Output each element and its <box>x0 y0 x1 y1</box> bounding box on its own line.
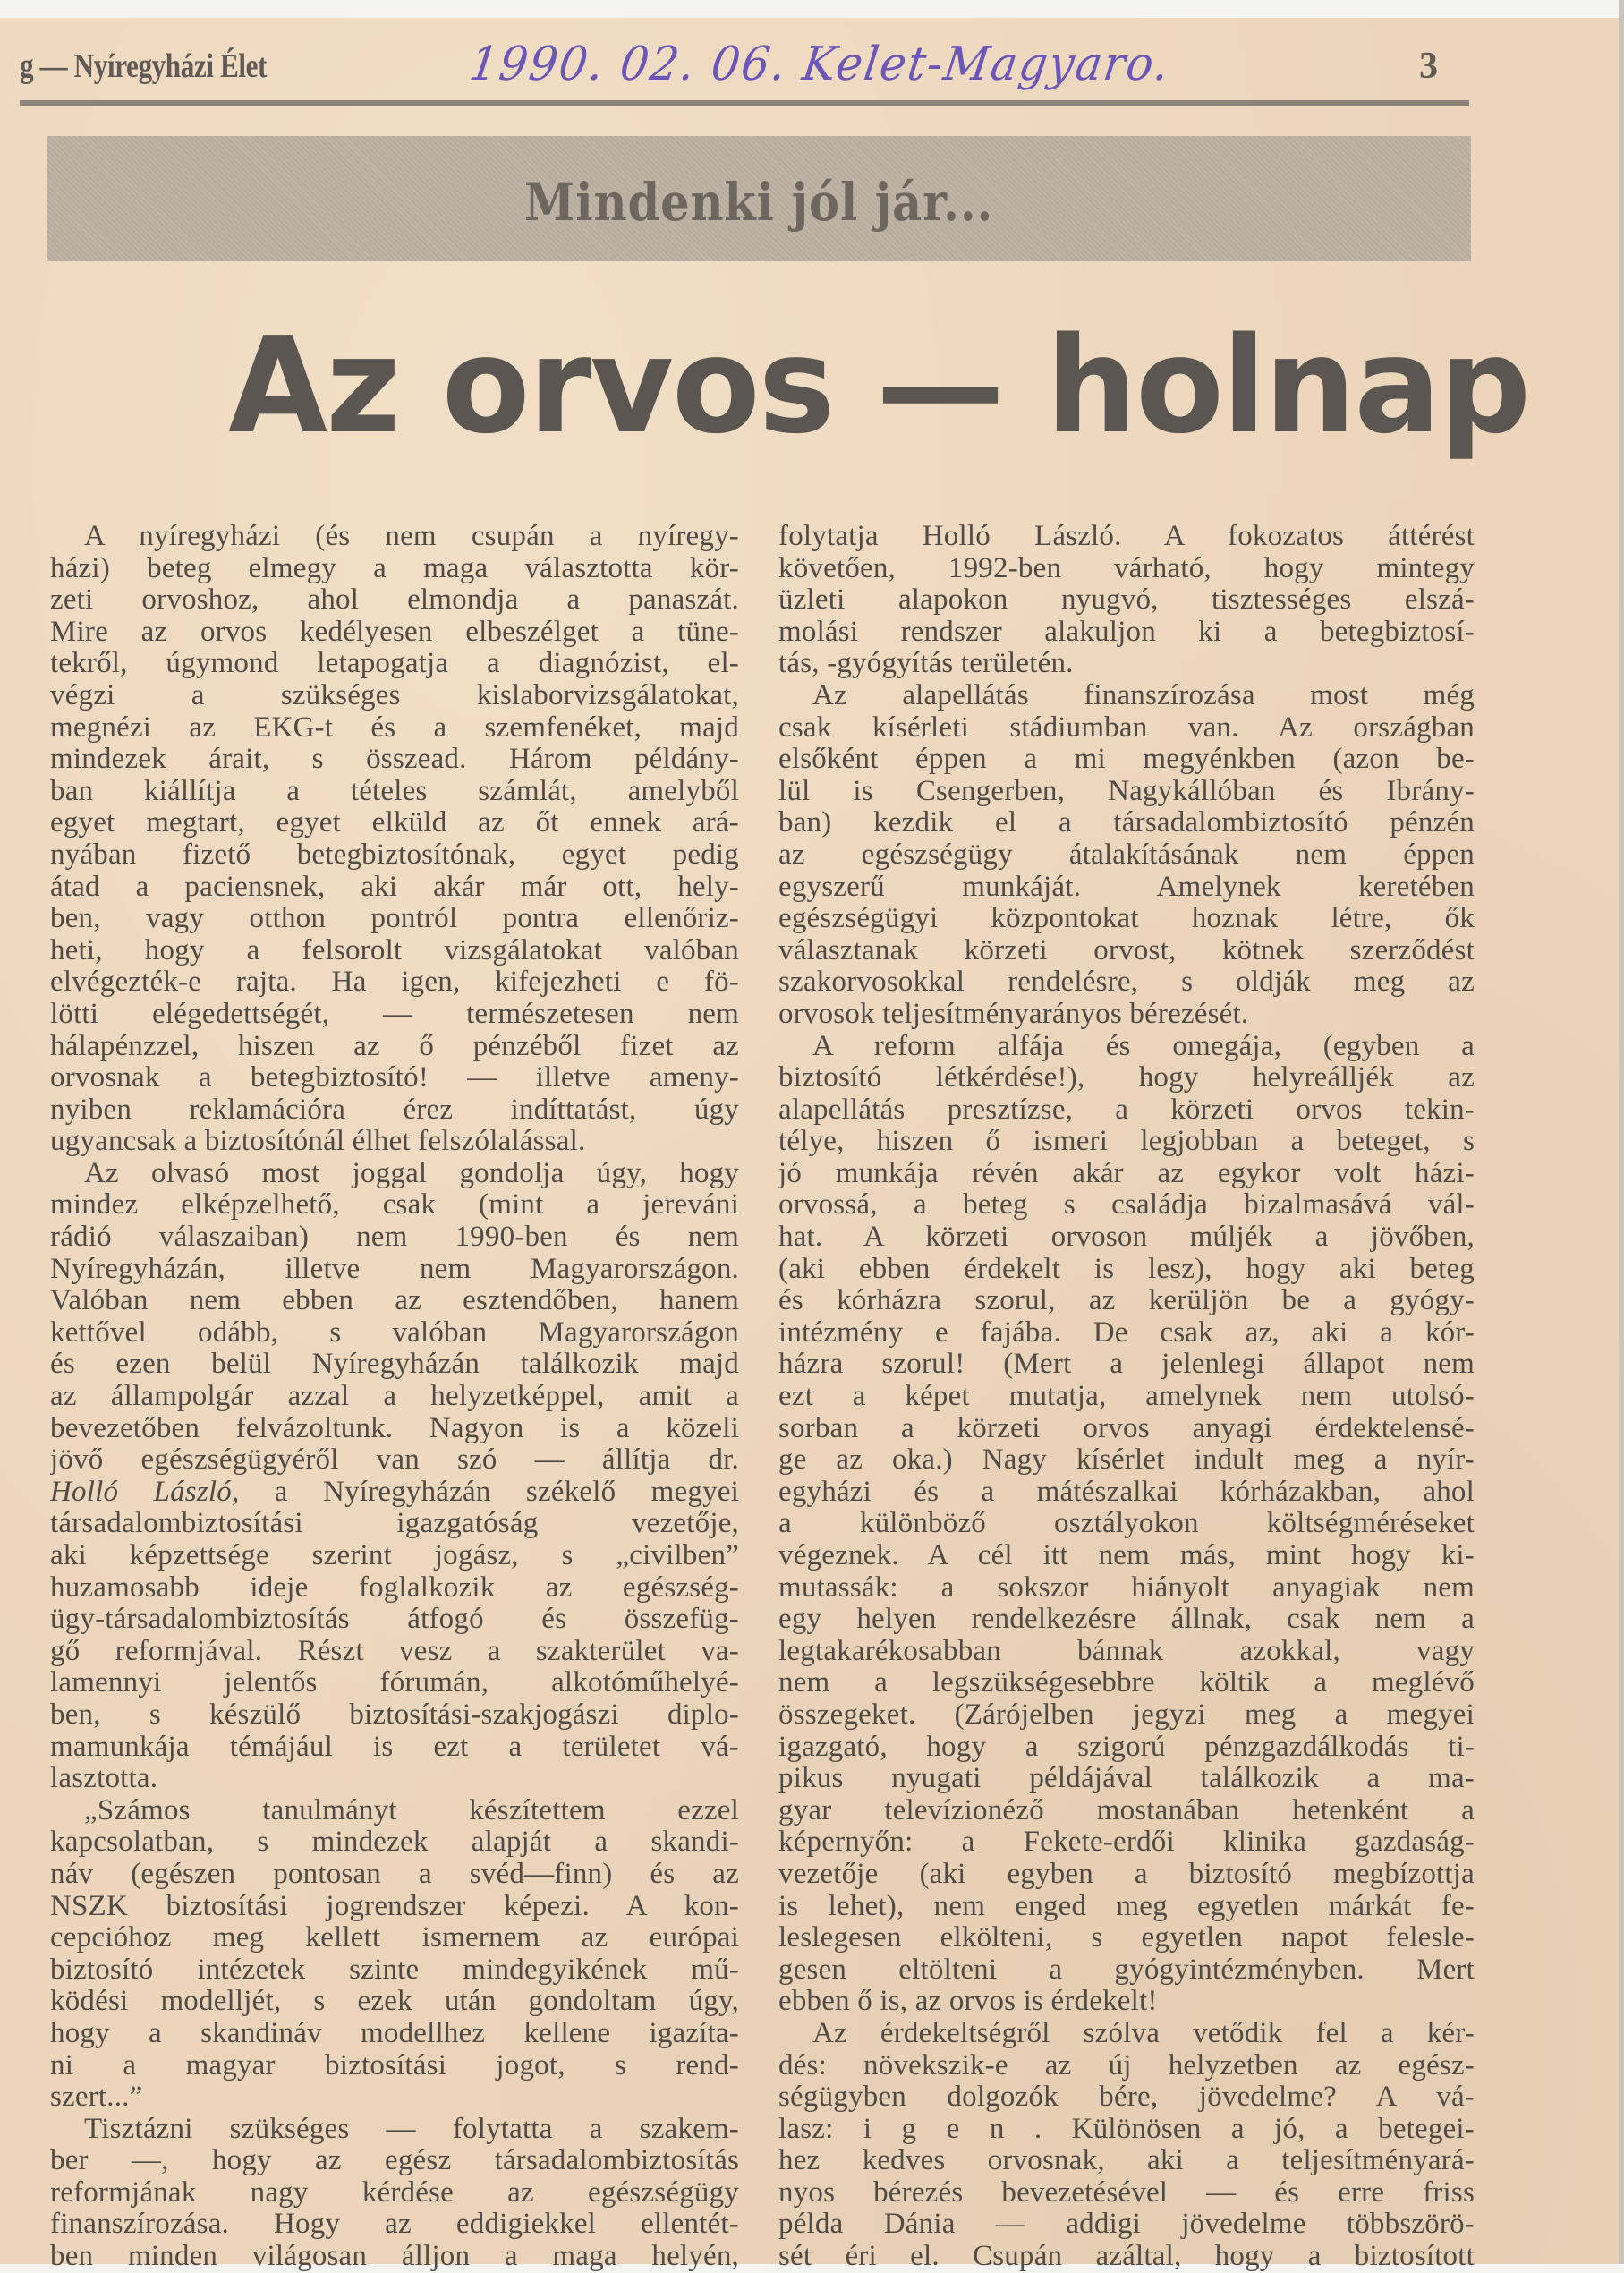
text-line: lasztotta. <box>50 1763 158 1795</box>
text-line: végzi a szükséges kislaborvizsgálatokat, <box>50 679 739 711</box>
text-line: nyos bérezés bevezetésével — és erre friss <box>778 2176 1475 2209</box>
text-line: képernyőn: a Fekete-erdői klinika gazdaság- <box>778 1826 1475 1859</box>
text-line: aki képzettsége szerint jogász, s „civilben” <box>50 1540 739 1571</box>
text-line: elsőként éppen a mi megyénkben (azon be- <box>778 744 1475 776</box>
text-line: intézmény e fajába. De csak az, aki a kór- <box>778 1316 1475 1349</box>
text-line: mamunkája témájául is ezt a területet vá- <box>50 1731 739 1763</box>
text-line: gyar televízionéző mostanában hetenként a <box>778 1794 1475 1826</box>
text-line: átad a paciensnek, aki akár már ott, hely- <box>50 871 739 903</box>
text-line: jövő egészségügyéről van szó — állítja dr. <box>50 1444 739 1477</box>
text-line: A nyíregyházi (és nem csupán a nyíregy- <box>84 521 739 552</box>
text-line: Az olvasó most joggal gondolja úgy, hogy <box>84 1157 739 1189</box>
text-line: mindezek árait, s összead. Három példány- <box>50 744 739 776</box>
text-line: ni a magyar biztosítási jogot, s rend- <box>50 2049 739 2081</box>
text-line: tekről, úgymond letapogatja a diagnózist, el- <box>50 648 739 680</box>
text-line: Az érdekeltségről szólva vetődik fel a kér- <box>812 2017 1475 2049</box>
text-line: heti, hogy a felsorolt vizsgálatokat valóban <box>50 934 739 966</box>
text-line: „Számos tanulmányt készítettem ezzel <box>84 1794 739 1826</box>
text-line: társadalombiztosítási igazgatóság vezetője, <box>50 1508 739 1540</box>
text-line: ben, vagy otthon pontról pontra ellenőriz- <box>50 903 739 935</box>
text-line: hogy a skandináv modellhez kellene igazíta- <box>50 2017 739 2049</box>
text-line: biztosító létkérdése!), hogy helyreálljék az <box>778 1062 1475 1094</box>
text-line: egy helyen rendelkezésre állnak, csak nem a <box>778 1604 1475 1636</box>
text-line: lül is Csengerben, Nagykállóban és Ibrány- <box>778 775 1475 807</box>
article-kicker: Mindenki jól jár... <box>523 172 994 233</box>
scanner-edge <box>1619 0 1624 2264</box>
text-line: lamennyi jelentős fórumán, alkotóműhelyé- <box>50 1667 739 1699</box>
text-line: ezt a képet mutatja, amelynek nem utolsó- <box>778 1381 1475 1413</box>
text-line: tás, -gyógyítás területén. <box>778 648 1074 680</box>
text-line: A reform alfája és omegája, (egyben a <box>812 1030 1475 1062</box>
text-line: szakorvosokkal rendelésre, s oldják meg az <box>778 966 1475 999</box>
text-line: az állampolgár azzal a helyzetképpel, amit a <box>50 1381 739 1413</box>
text-line: gesen eltölteni a gyógyintézményben. Mert <box>778 1954 1475 1986</box>
text-line: igazgató, hogy a szigorú pénzgazdálkodás ti- <box>778 1731 1475 1763</box>
text-line: finanszírozása. Hogy az eddigiekkel ellentét- <box>50 2209 739 2241</box>
text-line: hez kedves orvosnak, aki a teljesítményará- <box>778 2145 1475 2177</box>
text-line: ködési modelljét, s ezek után gondoltam úgy, <box>50 1986 739 2018</box>
text-line: ben, s készülő biztosítási-szakjogászi diplo- <box>50 1698 739 1731</box>
text-line: a különböző osztályokon költségméréseket <box>778 1508 1475 1540</box>
text-line: Mire az orvos kedélyesen elbeszélget a tüne- <box>50 616 739 648</box>
text-line: csak kísérleti stádiumban van. Az országban <box>778 711 1475 744</box>
text-line: ségügyben dolgozók bére, jövedelme? A vá- <box>778 2081 1475 2114</box>
text-line: nem a legszükségesebbre költik a meglévő <box>778 1667 1475 1699</box>
text-line: bevezetőben felvázoltunk. Nagyon is a közeli <box>50 1412 739 1444</box>
text-line: rádió válaszaiban) nem 1990-ben és nem <box>50 1222 739 1254</box>
text-line: legtakarékosabban bánnak azokkal, vagy <box>778 1635 1475 1667</box>
text-line: (aki ebben érdekelt is lesz), hogy aki beteg <box>778 1253 1475 1285</box>
text-line: nyiben reklamációra érez indíttatást, úgy <box>50 1094 739 1126</box>
article-headline: Az orvos — holnap <box>228 309 1530 463</box>
text-line: összegeket. (Zárójelben jegyzi meg a megyei <box>778 1698 1475 1731</box>
text-line: egyszerű munkáját. Amelynek keretében <box>778 871 1475 903</box>
text-line: egyházi és a mátészalkai kórházakban, ahol <box>778 1476 1475 1508</box>
text-line: ge az oka.) Nagy kísérlet indult meg a nyír- <box>778 1444 1475 1477</box>
text-line: elvégezték-e rajta. Ha igen, kifejezheti e fö- <box>50 966 739 999</box>
text-line: üzleti alapokon nyugvó, tisztességes elszá- <box>778 584 1475 617</box>
text-line: ben minden világosan álljon a maga helyén, <box>50 2241 739 2273</box>
text-line: folytatja Holló László. A fokozatos áttérést <box>778 521 1475 552</box>
left-column <box>50 521 739 2273</box>
page-number: 3 <box>1419 46 1438 87</box>
text-line: mindez elképzelhető, csak (mint a jereváni <box>50 1189 739 1222</box>
text-line: nyában fizető betegbiztosítónak, egyet pedig <box>50 839 739 871</box>
text-line: biztosító intézetek szinte mindegyikének mű- <box>50 1954 739 1986</box>
text-line: lötti elégedettségét, — természetesen nem <box>50 998 739 1030</box>
handwritten-date-note: 1990. 02. 06. Kelet-Magyaro. <box>465 38 1174 91</box>
text-line: ebben ő is, az orvos is érdekelt! <box>778 1986 1158 2018</box>
text-line: megnézi az EKG-t és a szemfenéket, majd <box>50 711 739 744</box>
text-line: Tisztázni szükséges — folytatta a szakem- <box>84 2113 739 2145</box>
text-line: NSZK biztosítási jogrendszer képezi. A kon- <box>50 1890 739 1922</box>
text-line: leslegesen elkölteni, s egyetlen napot felesle- <box>778 1922 1475 1954</box>
text-line: ber —, hogy az egész társadalombiztosítás <box>50 2145 739 2177</box>
text-line: és kórházra szorul, az kerüljön be a gyógy- <box>778 1285 1475 1317</box>
text-line: Nyíregyházán, illetve nem Magyarországon. <box>50 1253 739 1285</box>
text-line: zeti orvoshoz, ahol elmondja a panaszát. <box>50 584 739 617</box>
text-line: cepcióhoz meg kellett ismernem az európai <box>50 1922 739 1954</box>
subtitle-banner <box>47 136 1471 261</box>
text-line: vezetője (aki egyben a biztosító megbízottja <box>778 1858 1475 1890</box>
text-line: házra szorul! (Mert a jelenlegi állapot nem <box>778 1349 1475 1381</box>
text-line: orvosnak a betegbiztosító! — illetve ameny- <box>50 1062 739 1094</box>
text-line: ban) kezdik el a társadalombiztosító pénzén <box>778 807 1475 839</box>
text-line: Valóban nem ebben az esztendőben, hanem <box>50 1285 739 1317</box>
text-line: egyet megtart, egyet elküld az őt ennek ará- <box>50 807 739 839</box>
text-line: náv (egészen pontosan a svéd—finn) és az <box>50 1858 739 1890</box>
text-line: gő reformjával. Részt vesz a szakterület va- <box>50 1635 739 1667</box>
text-line: hat. A körzeti orvoson múljék a jövőben, <box>778 1222 1475 1254</box>
text-line: és ezen belül Nyíregyházán találkozik majd <box>50 1349 739 1381</box>
text-line: mutassák: a sokszor hiányolt anyagiak nem <box>778 1571 1475 1604</box>
header-rule <box>20 100 1469 106</box>
text-line: lasz: i g e n . Különösen a jó, a betegei- <box>778 2113 1475 2145</box>
text-line: ügy-társadalombiztosítás átfogó és összefüg- <box>50 1604 739 1636</box>
text-line: sorban a körzeti orvos anyagi érdektelensé- <box>778 1412 1475 1444</box>
text-line: kettővel odább, s valóban Magyarországon <box>50 1316 739 1349</box>
text-line: szert...” <box>50 2081 143 2114</box>
author-name: Holló László <box>50 1476 232 1508</box>
text-line: dés: növekszik-e az új helyzetben az egész- <box>778 2049 1475 2081</box>
text-line: orvosok teljesítményarányos bérezését. <box>778 998 1249 1030</box>
text-line: télye, hiszen ő ismeri legjobban a beteget, s <box>778 1126 1475 1158</box>
text-line: molási rendszer alakuljon ki a betegbiztosí- <box>778 616 1475 648</box>
text-line: Holló László, a Nyíregyházán székelő megyei <box>50 1476 739 1508</box>
text-line: követően, 1992-ben várható, hogy mintegy <box>778 552 1475 584</box>
text-line: hálapénzzel, hiszen az ő pénzéből fizet az <box>50 1030 739 1062</box>
text-line: házi) beteg elmegy a maga választotta kör- <box>50 552 739 584</box>
text-line: sét éri el. Csupán azáltal, hogy a biztosított <box>778 2241 1475 2273</box>
text-line: orvossá, a beteg s családja bizalmasává vál- <box>778 1189 1475 1222</box>
text-line: ugyancsak a biztosítónál élhet felszólalással. <box>50 1126 586 1158</box>
text-line: pikus nyugati példájával találkozik a ma- <box>778 1763 1475 1795</box>
right-column <box>778 521 1475 2273</box>
text-line: ban kiállítja a tételes számlát, amelyből <box>50 775 739 807</box>
text-line: reformjának nagy kérdése az egészségügy <box>50 2176 739 2209</box>
text-line: kapcsolatban, s mindezek alapját a skandi- <box>50 1826 739 1859</box>
text-line: huzamosabb ideje foglalkozik az egészség- <box>50 1571 739 1604</box>
text-line: választanak körzeti orvost, kötnek szerződést <box>778 934 1475 966</box>
text-line: Az alapellátás finanszírozása most még <box>812 679 1475 711</box>
text-line: egészségügyi központokat hoznak létre, ők <box>778 903 1475 935</box>
text-line: is lehet), nem enged meg egyetlen márkát fe- <box>778 1890 1475 1922</box>
text-line: alapellátás presztízse, a körzeti orvos tekin- <box>778 1094 1475 1126</box>
text-line: az egészségügy átalakításának nem éppen <box>778 839 1475 871</box>
publication-header: g — Nyíregyházi Élet <box>20 47 267 85</box>
text-line: jó munkája révén akár az egykor volt házi- <box>778 1157 1475 1189</box>
text-line: példa Dánia — addigi jövedelme többszörö- <box>778 2209 1475 2241</box>
text-line: végeznek. A cél itt nem más, mint hogy ki- <box>778 1540 1475 1571</box>
